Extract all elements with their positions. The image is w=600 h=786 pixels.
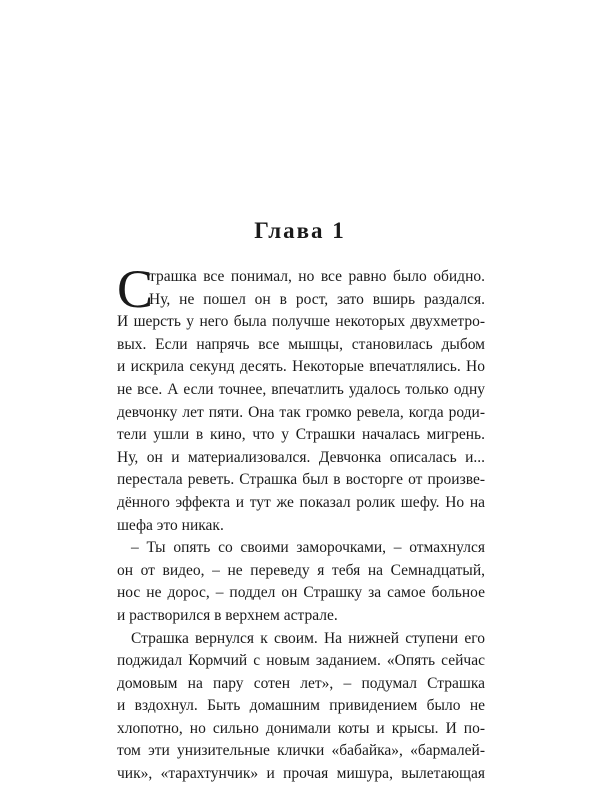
chapter-title: Глава 1 (254, 218, 346, 243)
text-line: домовым на пару сотен лет», – подумал Страшка (117, 674, 485, 692)
text-line: вых. Если напрячь все мышцы, становилась дыбом (117, 335, 485, 353)
text-line: том эти унизительные клички «бабайка», «бармалей- (117, 742, 485, 760)
text-line: чик», «тарахтунчик» и прочая мишура, вылетающая (117, 765, 485, 783)
text-line: – Ты опять со своими заморочками, – отмахнулся (131, 539, 485, 557)
text-line: и искрила секунд десять. Некоторые впечатлялись. Но (117, 358, 485, 376)
text-line: трашка все понимал, но все равно было обидно. (149, 268, 485, 285)
paragraph-1 (117, 259, 485, 537)
text-line: Ну, не пошел он в рост, зато вширь раздался. (149, 290, 485, 308)
paragraph-3 (117, 628, 485, 786)
text-line: Страшка вернулся к своим. На нижней ступени его (131, 629, 485, 647)
text-line: и вздохнул. Быть домашним привидением было не (117, 697, 485, 715)
text-line: И шерсть у него была получше некоторых двухметро- (117, 313, 485, 331)
text-line: Ну, он и материализовался. Девчонка описалась и... (117, 448, 485, 466)
text-line: нос не дорос, – поддел он Страшку за самое больное (117, 584, 485, 602)
paragraph-2 (117, 537, 485, 627)
drop-cap: С (117, 259, 154, 319)
text-line: хлопотно, но сильно донимали коты и крысы. И по- (117, 719, 485, 737)
text-line: и растворился в верхнем астрале. (117, 606, 338, 624)
text-line: перестала реветь. Страшка был в восторге от произве- (117, 471, 485, 489)
text-line: он от видео, – не переведу я тебя на Семнадцатый, (117, 561, 485, 579)
chapter-text (117, 259, 485, 786)
text-line: не все. А если точнее, впечатлить удалось только одну (117, 380, 485, 398)
text-line: поджидал Кормчий с новым заданием. «Опять сейчас (117, 652, 485, 670)
text-line: шефа это никак. (117, 516, 224, 534)
text-line: девчонку лет пяти. Она так громко ревела, когда роди- (117, 403, 485, 421)
text-line: тели ушли в кино, что у Страшки началась мигрень. (117, 426, 485, 444)
text-line: дённого эффекта и тут же показал ролик шефу. Но на (117, 493, 485, 511)
